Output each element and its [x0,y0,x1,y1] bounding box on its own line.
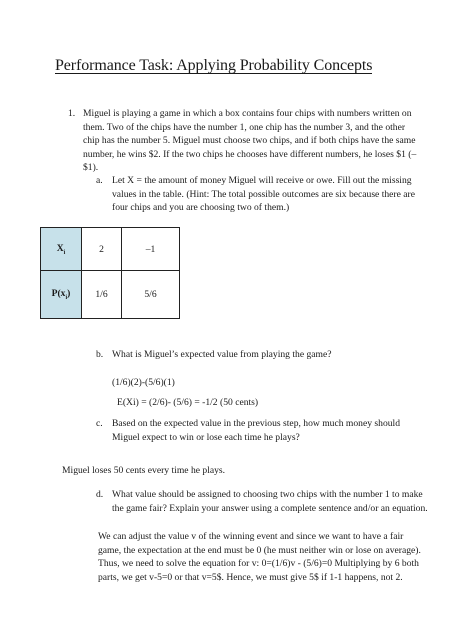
question-1-number: 1. [68,108,76,119]
part-c-answer: Miguel loses 50 cents every time he plays. [62,465,226,476]
page-title: Performance Task: Applying Probability Concepts [55,57,373,74]
part-d-text: What value should be assigned to choosing two chips with the number 1 to make the game fair? Explain your answer using a complete sentence and/or an equation. [112,489,428,514]
part-c-text: Based on the expected value in the previous step, how much money should Miguel expect to win or lose each time he plays? [112,418,401,443]
table-cell-x-1: 2 [82,228,122,271]
probability-table [40,227,180,319]
part-d-letter: d. [96,489,104,500]
part-b-work-2: E(Xi) = (2/6)- (5/6) = -1/2 (50 cents) [117,397,259,408]
part-a-text: Let X = the amount of money Miguel will receive or owe. Fill out the missing values in the table. (Hint: The total possible outcomes are six because there are four chips and you are choosing two of them.) [112,175,415,214]
table-header-x: $X_i$ [41,228,82,271]
table-row-x [41,228,180,271]
table-cell-p-1: 1/6 [82,271,122,319]
part-b-text: What is Miguel’s expected value from playing the game? [112,349,332,360]
title-underline [55,73,372,74]
part-c-letter: c. [96,418,103,429]
table-cell-x-2: –1 [122,228,180,271]
table-cell-p-2: 5/6 [122,271,180,319]
table-header-p: $P(x_i)$ [41,271,82,319]
part-b-work-1: (1/6)(2)-(5/6)(1) [112,377,175,388]
question-1-text: Miguel is playing a game in which a box contains four chips with numbers written on them. Two of the chips have the number 1, one chip has the number 3, and the other chip has the number 5. Miguel must choose two chips, and if both chips have the same number, he wins $2. If the two chips he chooses have different numbers, he loses $1 (– $1). [83,108,417,174]
table-row-p [41,271,180,319]
part-d-answer: We can adjust the value v of the winning event and since we want to have a fair game, the expectation at the end must be 0 (he must neither win or lose on average). Thus, we need to solve the equation for v: 0=(1/6)v - (5/6)=0 Multiplying by 6 both parts, we get v-5=0 or that v=5$. Hence, we must give 5$ if 1-1 happens, not 2. [98,531,421,583]
part-b-letter: b. [96,349,104,360]
part-a-letter: a. [96,175,103,186]
